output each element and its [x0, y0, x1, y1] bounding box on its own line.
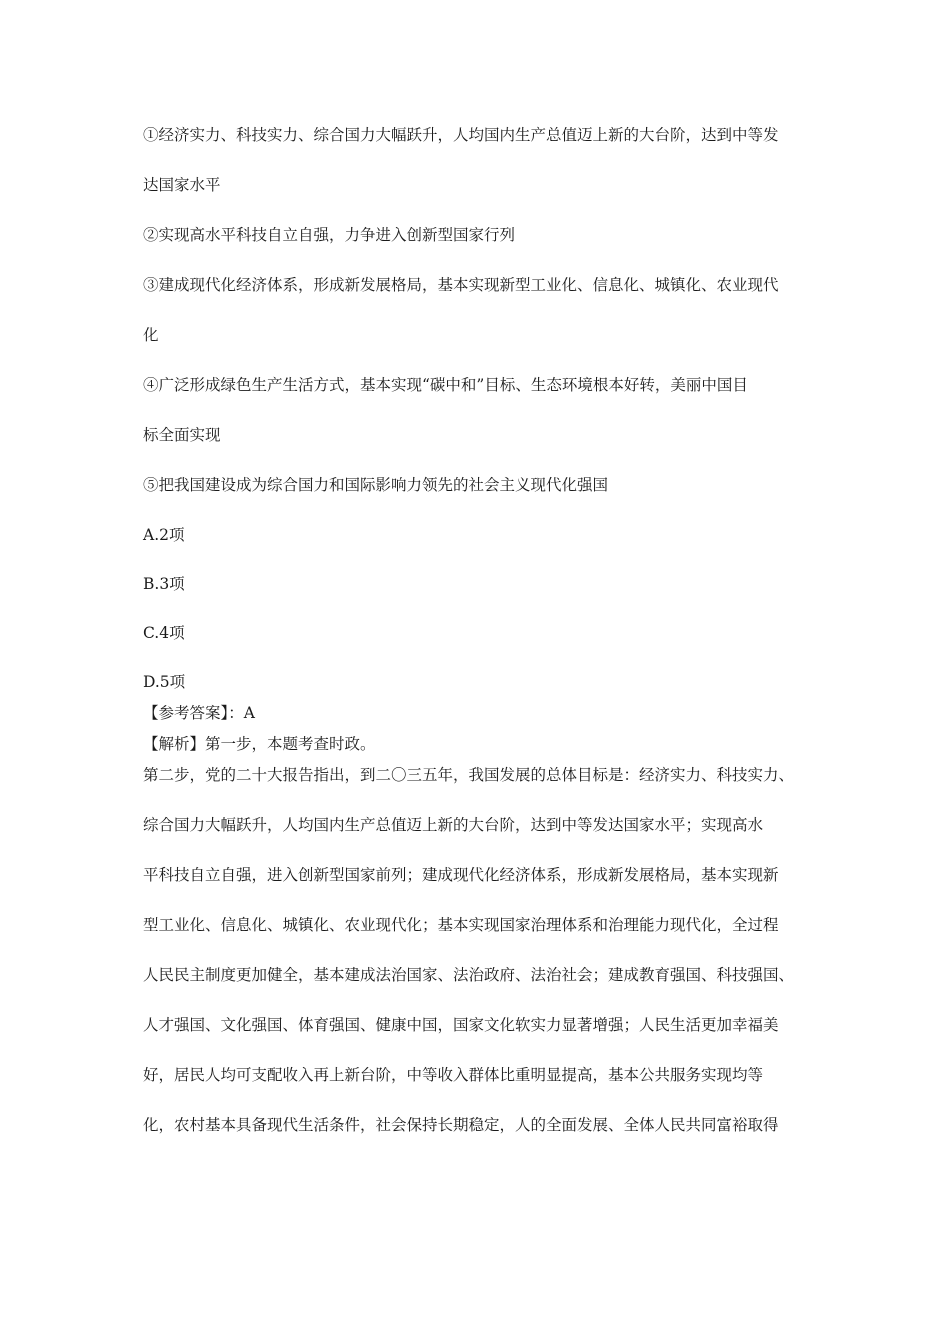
statement-1-line-1: ①经济实力、科技实力、综合国力大幅跃升，人均国内生产总值迈上新的大台阶，达到中等发: [143, 126, 779, 144]
analysis-line: 人民民主制度更加健全，基本建成法治国家、法治政府、法治社会；建成教育强国、科技强国、: [143, 966, 795, 984]
statement-3-line-2: 化: [143, 326, 159, 344]
statement-3-line-1: ③建成现代化经济体系，形成新发展格局，基本实现新型工业化、信息化、城镇化、农业现代: [143, 276, 779, 294]
reference-answer: 【参考答案】：A: [143, 704, 255, 722]
analysis-line: 型工业化、信息化、城镇化、农业现代化；基本实现国家治理体系和治理能力现代化，全过程: [143, 916, 779, 934]
option-a: A.2项: [143, 526, 185, 544]
statement-1-line-2: 达国家水平: [143, 176, 221, 194]
statement-4-line-2: 标全面实现: [143, 426, 221, 444]
analysis-line: 平科技自立自强，进入创新型国家前列；建成现代化经济体系，形成新发展格局，基本实现新: [143, 866, 779, 884]
analysis-line: 人才强国、文化强国、体育强国、健康中国，国家文化软实力显著增强；人民生活更加幸福美: [143, 1016, 779, 1034]
statement-5-line-1: ⑤把我国建设成为综合国力和国际影响力领先的社会主义现代化强国: [143, 476, 609, 494]
analysis-line: 化，农村基本具备现代生活条件，社会保持长期稳定，人的全面发展、全体人民共同富裕取得: [143, 1116, 779, 1134]
option-b: B.3项: [143, 575, 185, 593]
analysis-step-2: [143, 763, 811, 1138]
statement-4-line-1: ④广泛形成绿色生产生活方式，基本实现“碳中和”目标、生态环境根本好转，美丽中国目: [143, 376, 748, 394]
analysis-line: 第二步，党的二十大报告指出，到二〇三五年，我国发展的总体目标是：经济实力、科技实力、: [143, 766, 795, 784]
analysis-step-1: 【解析】第一步，本题考查时政。: [143, 735, 376, 753]
option-d: D.5项: [143, 673, 186, 691]
option-c: C.4项: [143, 624, 185, 642]
statement-2-line-1: ②实现高水平科技自立自强，力争进入创新型国家行列: [143, 226, 516, 244]
document-page: [143, 123, 811, 1163]
analysis-line: 综合国力大幅跃升，人均国内生产总值迈上新的大台阶，达到中等发达国家水平；实现高水: [143, 816, 764, 834]
analysis-line: 好，居民人均可支配收入再上新台阶，中等收入群体比重明显提高，基本公共服务实现均等: [143, 1066, 764, 1084]
